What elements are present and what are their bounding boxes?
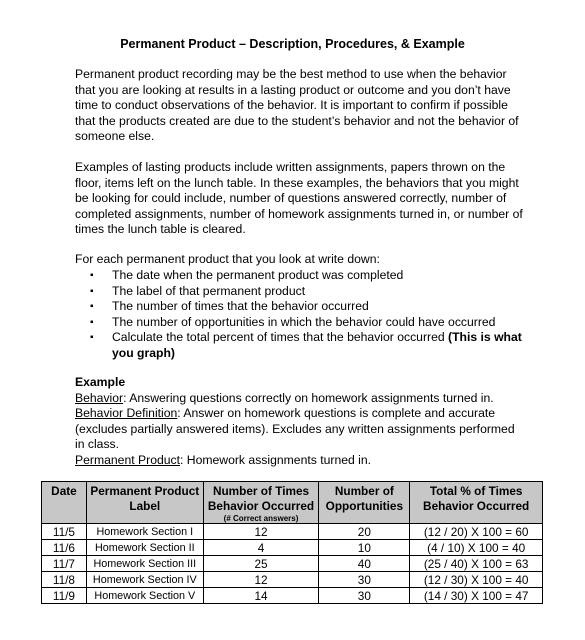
- list-item: ▪ The label of that permanent product: [90, 284, 530, 300]
- data-table: [41, 481, 543, 604]
- paragraph-intro: Permanent product recording may be the best method to use when the behavior that you are looking at results in a lasting product or outcome and you don’t have time to conduct observations of the behavior. It is important to confirm if possible that the products created are due to the student’s behavior and not the behavior of someone else.: [75, 67, 519, 144]
- table-row: 11/5 Homework Section I 12 20 (12 / 20) X 100 = 60: [42, 524, 543, 540]
- graph-note: (This is what you graph): [112, 330, 522, 360]
- example-definition: Behavior Definition: Answer on homework questions is complete and accurate (excludes partially answered items). Excludes any written assignments performed in class.: [75, 406, 515, 452]
- document-title: Permanent Product – Description, Procedures, & Example: [120, 37, 465, 51]
- list-item: ▪ The number of opportunities in which the behavior could have occurred: [90, 315, 530, 331]
- example-product: Permanent Product: Homework assignments turned in.: [75, 452, 372, 467]
- list-item: ▪ The date when the permanent product was completed: [90, 268, 530, 284]
- table-row: 11/7 Homework Section III 25 40 (25 / 40) X 100 = 63: [42, 556, 543, 572]
- header-total: Total % of Times Behavior Occurred: [410, 482, 543, 524]
- paragraph-instructions: For each permanent product that you look at write down:: [75, 252, 380, 266]
- example-behavior: Behavior: Answering questions correctly on homework assignments turned in.: [75, 390, 494, 405]
- table-row: 11/8 Homework Section IV 12 30 (12 / 30) X 100 = 40: [42, 572, 543, 588]
- header-date: Date: [42, 482, 87, 524]
- header-times: Number of Times Behavior Occurred (# Correct answers): [203, 482, 319, 524]
- instruction-list: [90, 268, 530, 362]
- table-header-row: [42, 482, 543, 524]
- paragraph-examples: Examples of lasting products include written assignments, papers thrown on the floor, items left on the lunch table. In these examples, the behaviors that you might be looking for could include, number of questions answered correctly, number of completed assignments, number of homework assignments turned in, or number of times the lunch table is cleared.: [75, 160, 523, 237]
- list-item: ▪ Calculate the total percent of times that the behavior occurred (This is what you graph): [90, 330, 530, 361]
- list-item: ▪ The number of times that the behavior occurred: [90, 299, 530, 315]
- table-row: 11/9 Homework Section V 14 30 (14 / 30) X 100 = 47: [42, 588, 543, 604]
- header-label: Permanent Product Label: [86, 482, 203, 524]
- example-section: [75, 375, 525, 469]
- header-times-sub: (# Correct answers): [223, 514, 299, 523]
- example-heading: Example: [75, 375, 126, 389]
- table-row: 11/6 Homework Section II 4 10 (4 / 10) X 100 = 40: [42, 540, 543, 556]
- header-opportunities: Number of Opportunities: [319, 482, 410, 524]
